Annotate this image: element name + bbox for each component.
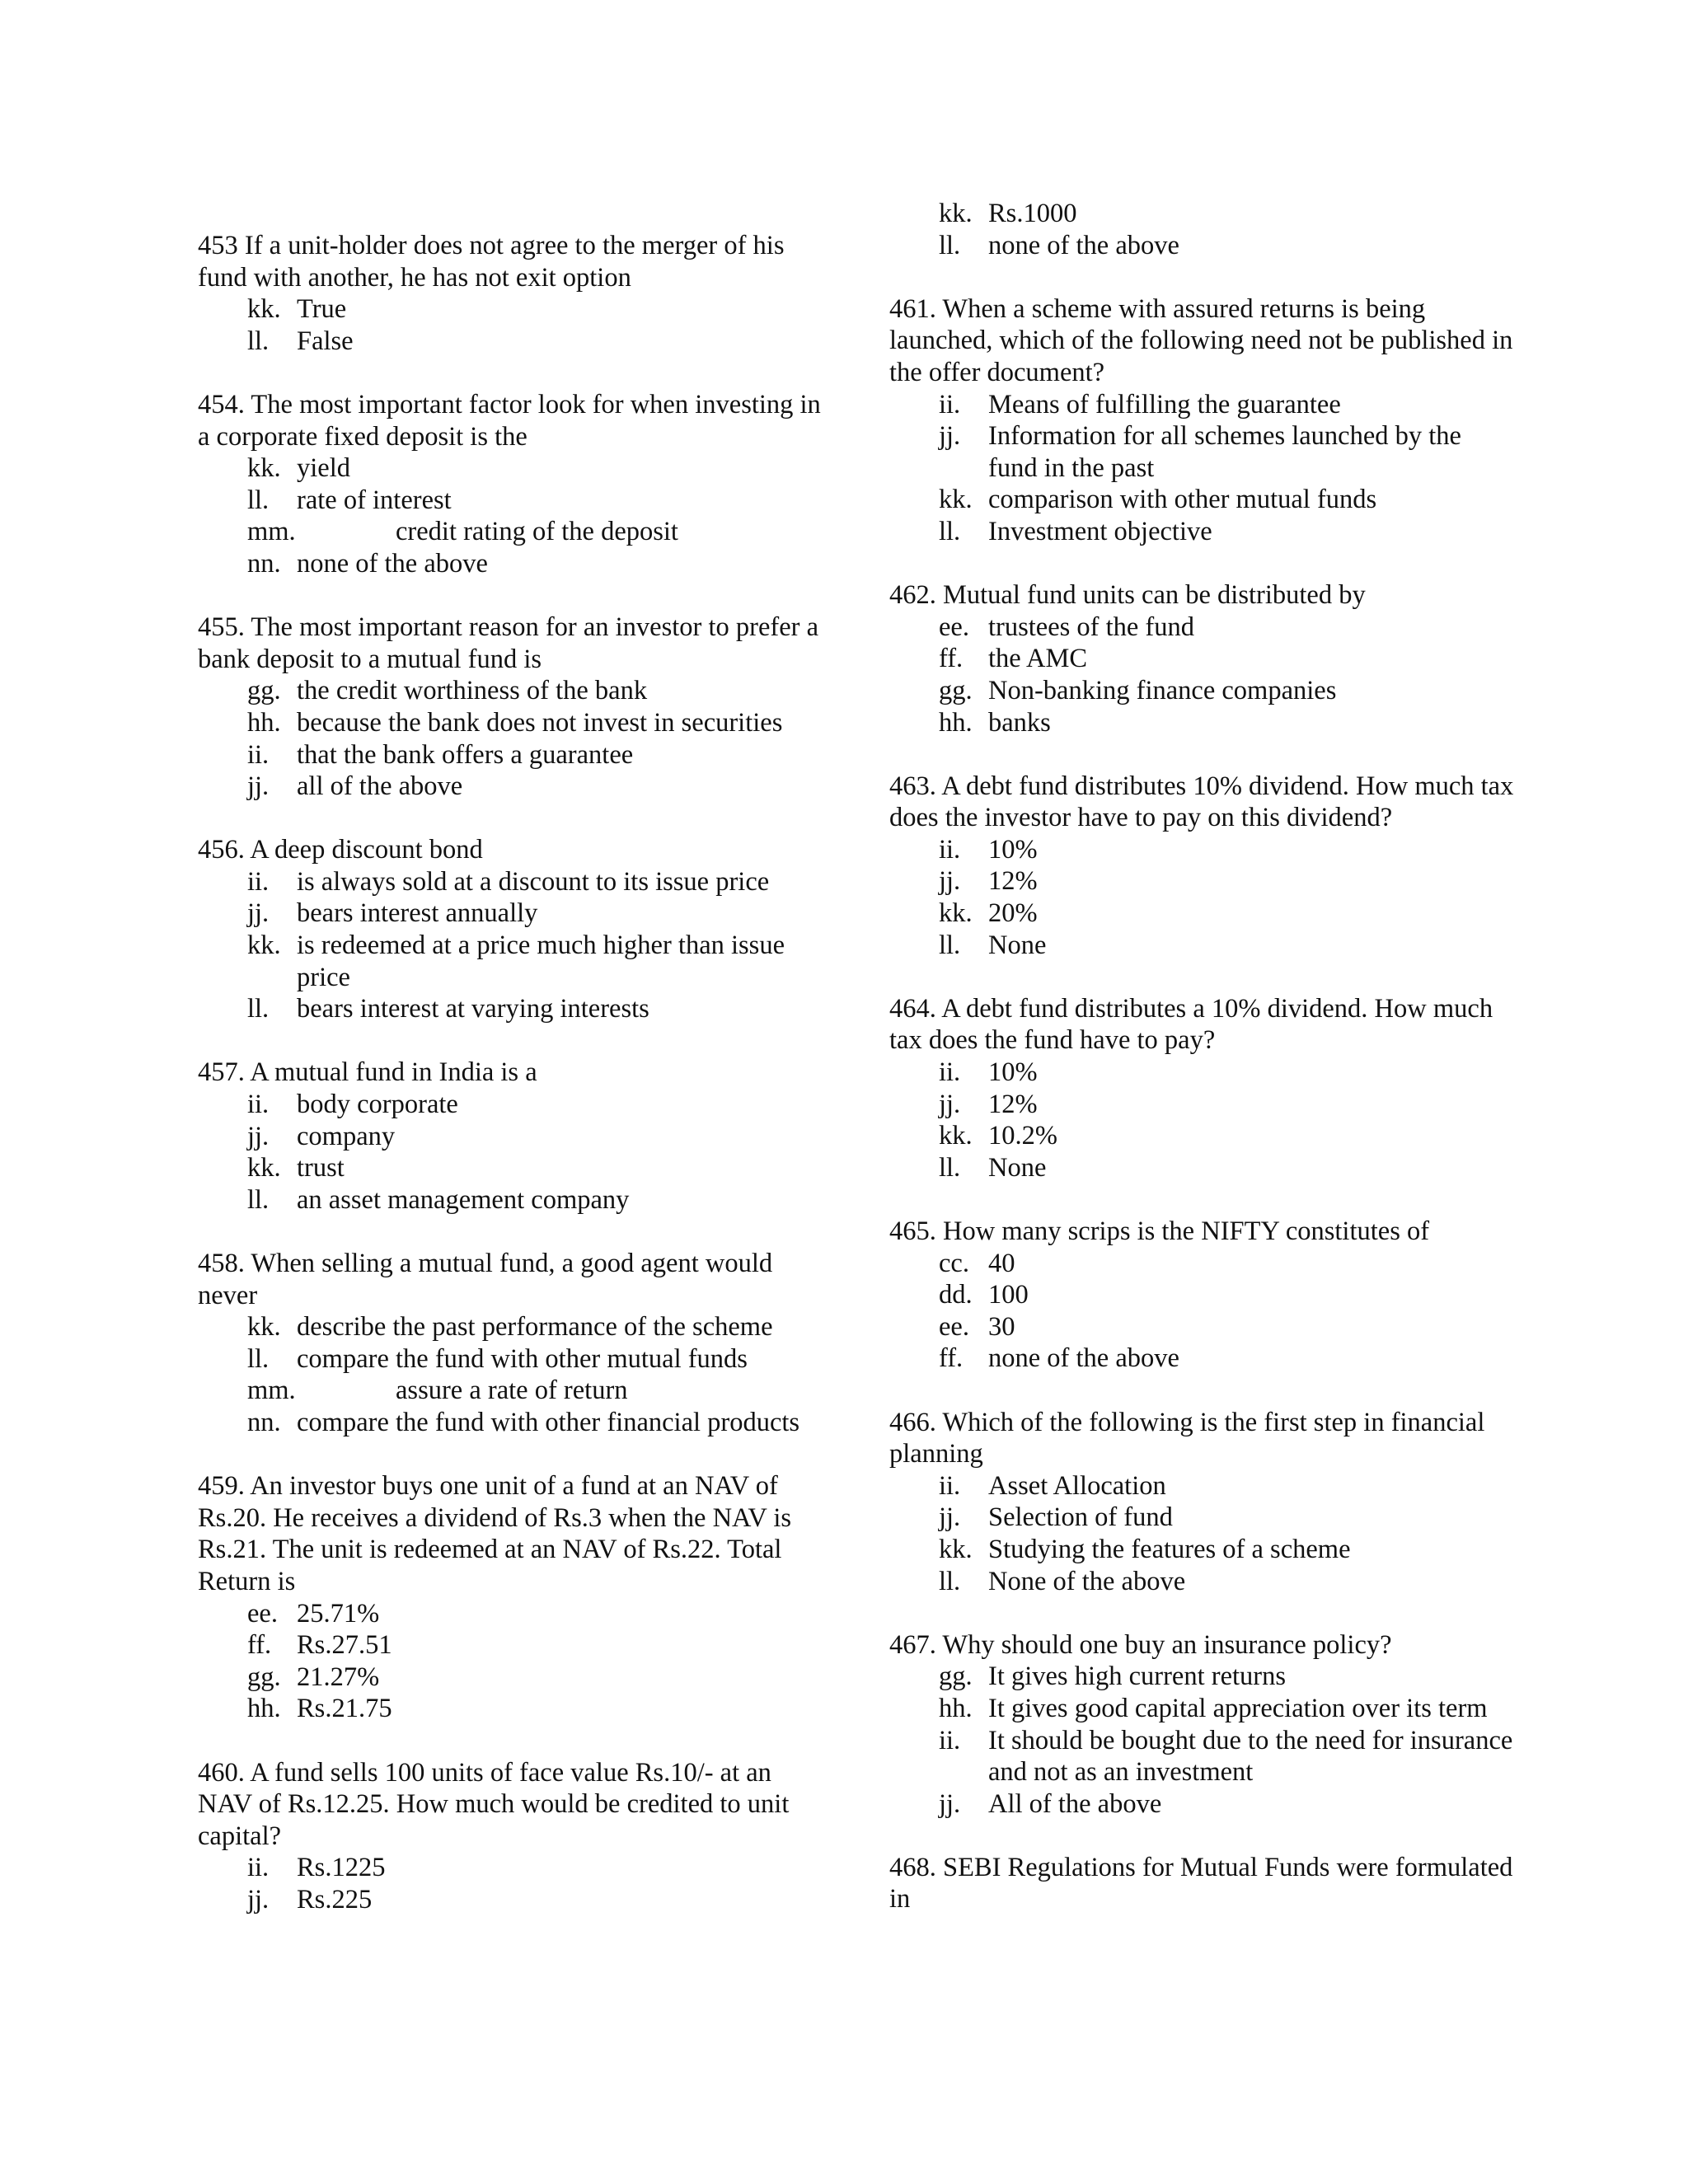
- question-block: [889, 579, 1516, 738]
- option-marker: gg.: [247, 1661, 281, 1692]
- option-text: 12%: [988, 1089, 1038, 1119]
- option-marker: jj.: [247, 771, 270, 802]
- option-text: Rs.21.75: [297, 1694, 392, 1724]
- answer-option: [889, 1248, 1516, 1280]
- option-marker: ii.: [939, 389, 961, 419]
- answer-option: [889, 707, 1516, 739]
- question-block: [198, 1057, 824, 1216]
- option-text: 12%: [988, 866, 1038, 897]
- option-marker: jj.: [939, 1788, 961, 1819]
- option-marker: ii.: [247, 739, 270, 770]
- option-text: Rs.225: [297, 1884, 373, 1915]
- option-text: It should be bought due to the need for insurance and not as an investment: [988, 1725, 1513, 1788]
- option-marker: ll.: [939, 1152, 961, 1183]
- answer-option: [198, 739, 824, 771]
- answer-option: [198, 1343, 824, 1376]
- option-marker: ee.: [939, 612, 969, 642]
- option-marker: ff.: [247, 1630, 272, 1661]
- options-list: [889, 612, 1516, 738]
- answer-option: [889, 1534, 1516, 1566]
- option-text: Rs.1000: [988, 199, 1077, 228]
- option-marker: ff.: [939, 644, 964, 674]
- answer-option: [198, 1852, 824, 1884]
- option-text: 10%: [988, 834, 1038, 865]
- answer-option: [889, 898, 1516, 930]
- answer-option: [889, 930, 1516, 962]
- question-block: [198, 834, 824, 1025]
- answer-option: [889, 1661, 1516, 1693]
- option-text: rate of interest: [297, 485, 452, 515]
- question-block: [889, 1216, 1516, 1375]
- options-list: [198, 452, 824, 579]
- answer-option: [889, 1089, 1516, 1121]
- options-list: [889, 834, 1516, 961]
- option-marker: kk.: [939, 898, 973, 929]
- question-block: [198, 612, 824, 803]
- answer-option: [198, 1311, 824, 1343]
- answer-option: [198, 1629, 824, 1661]
- answer-option: [198, 1089, 824, 1121]
- question-text: 467. Why should one buy an insurance policy?: [889, 1629, 1392, 1660]
- answer-option: [198, 993, 824, 1025]
- answer-option: [198, 548, 824, 580]
- answer-option: [198, 452, 824, 485]
- option-text: an asset management company: [297, 1184, 630, 1215]
- question-block: [889, 1629, 1516, 1821]
- option-text: bears interest at varying interests: [297, 994, 649, 1024]
- answer-option: [889, 675, 1516, 707]
- question-text: 455. The most important reason for an investor to prefer a bank deposit to a mutual fund is: [198, 612, 819, 674]
- option-marker: ll.: [939, 930, 961, 960]
- option-text: 100: [988, 1280, 1029, 1310]
- option-marker: gg.: [247, 676, 281, 706]
- options-list: [198, 293, 824, 357]
- option-marker: ii.: [939, 1470, 961, 1501]
- options-list: [198, 1598, 824, 1725]
- answer-option: [889, 420, 1516, 484]
- option-marker: kk.: [247, 453, 281, 484]
- answer-option: [198, 1407, 824, 1439]
- answer-option: [889, 1788, 1516, 1821]
- option-text: body corporate: [297, 1090, 458, 1120]
- answer-option: [198, 898, 824, 930]
- option-text: Studying the features of a scheme: [988, 1534, 1351, 1564]
- option-text: is always sold at a discount to its issue price: [297, 866, 770, 897]
- answer-option: [198, 485, 824, 517]
- answer-option: [889, 1725, 1516, 1788]
- option-marker: ff.: [939, 1343, 964, 1374]
- options-list: [198, 1311, 824, 1438]
- option-marker: hh.: [247, 707, 281, 738]
- answer-option: [198, 1375, 824, 1407]
- option-marker: hh.: [247, 1694, 281, 1724]
- option-text: comparison with other mutual funds: [988, 485, 1377, 515]
- answer-option: [889, 865, 1516, 898]
- option-marker: kk.: [939, 485, 973, 515]
- answer-option: [889, 643, 1516, 675]
- option-marker: jj.: [939, 1502, 961, 1533]
- answer-option: [198, 707, 824, 739]
- question-text: 468. SEBI Regulations for Mutual Funds were formulated in: [889, 1852, 1513, 1915]
- continued-options: [889, 198, 1516, 261]
- option-text: Rs.27.51: [297, 1630, 392, 1661]
- options-list: [889, 1057, 1516, 1183]
- option-text: 40: [988, 1248, 1015, 1278]
- question-text: 453 If a unit-holder does not agree to the merger of his fund with another, he has not exit option: [198, 231, 785, 293]
- option-text: Asset Allocation: [988, 1470, 1166, 1501]
- option-marker: jj.: [939, 866, 961, 897]
- answer-option: [198, 293, 824, 326]
- question-block: [889, 993, 1516, 1184]
- option-text: compare the fund with other financial products: [297, 1407, 800, 1437]
- answer-option: [889, 389, 1516, 421]
- right-column: [889, 198, 1516, 1947]
- option-text: the credit worthiness of the bank: [297, 676, 648, 706]
- answer-option: [198, 675, 824, 707]
- option-marker: ll.: [939, 1566, 961, 1596]
- answer-option: [889, 1152, 1516, 1184]
- option-marker: kk.: [939, 1534, 973, 1564]
- option-text: Means of fulfilling the guarantee: [988, 389, 1341, 419]
- option-text: 10.2%: [988, 1121, 1057, 1151]
- question-text: 461. When a scheme with assured returns is being launched, which of the following need not be published in the offer document?: [889, 293, 1513, 387]
- options-list: [889, 1470, 1516, 1597]
- options-list: [198, 1089, 824, 1216]
- option-text: 20%: [988, 898, 1038, 929]
- answer-option: [889, 1311, 1516, 1343]
- question-block: [889, 1407, 1516, 1598]
- option-text: banks: [988, 707, 1051, 738]
- option-marker: mm.: [247, 1376, 296, 1406]
- option-marker: gg.: [939, 675, 973, 705]
- answer-option: [198, 1184, 824, 1216]
- question-text: 466. Which of the following is the first step in financial planning: [889, 1407, 1485, 1469]
- option-marker: gg.: [939, 1661, 973, 1692]
- answer-option: [889, 612, 1516, 644]
- question-block: [198, 1248, 824, 1439]
- option-text: 10%: [988, 1057, 1038, 1088]
- option-text: trustees of the fund: [988, 612, 1195, 642]
- answer-option: [198, 1693, 824, 1725]
- option-marker: kk.: [247, 1312, 281, 1343]
- option-text: because the bank does not invest in securities: [297, 707, 783, 738]
- answer-option: [889, 1279, 1516, 1311]
- answer-option: [889, 1693, 1516, 1725]
- option-marker: ii.: [939, 1725, 961, 1755]
- question-block: [889, 293, 1516, 548]
- option-marker: dd.: [939, 1280, 973, 1310]
- option-marker: hh.: [939, 1693, 973, 1723]
- option-marker: ll.: [939, 230, 961, 260]
- answer-option: [198, 326, 824, 358]
- options-list: [198, 675, 824, 802]
- answer-option: [889, 834, 1516, 866]
- option-text: 30: [988, 1311, 1015, 1342]
- option-text: Rs.1225: [297, 1853, 386, 1883]
- option-text: True: [297, 294, 347, 325]
- answer-option: [198, 1598, 824, 1630]
- answer-option: [889, 1502, 1516, 1534]
- option-marker: nn.: [247, 548, 281, 579]
- option-marker: nn.: [247, 1407, 281, 1437]
- answer-option: [889, 1343, 1516, 1375]
- option-text: None: [988, 930, 1047, 960]
- option-marker: ll.: [247, 485, 270, 515]
- option-marker: ll.: [247, 1343, 270, 1374]
- question-block: [889, 771, 1516, 962]
- option-marker: ll.: [939, 516, 961, 546]
- option-text: the AMC: [988, 644, 1088, 674]
- question-text: 459. An investor buys one unit of a fund at an NAV of Rs.20. He receives a dividend of Rs.3 when the NAV is Rs.21. The unit is redeemed at an NAV of Rs.22. Total Return is: [198, 1471, 792, 1596]
- options-list: [889, 389, 1516, 548]
- option-marker: ee.: [939, 1311, 969, 1342]
- option-marker: jj.: [247, 1884, 270, 1915]
- question-text: 454. The most important factor look for when investing in a corporate fixed deposit is the: [198, 389, 821, 452]
- question-block: [198, 389, 824, 580]
- option-text: all of the above: [297, 771, 463, 802]
- question-text: 464. A debt fund distributes a 10% dividend. How much tax does the fund have to pay?: [889, 993, 1493, 1056]
- option-marker: kk.: [247, 930, 281, 961]
- option-marker: hh.: [939, 707, 973, 738]
- option-text: trust: [297, 1153, 345, 1183]
- option-text: describe the past performance of the scheme: [297, 1312, 773, 1343]
- answer-option: [889, 484, 1516, 516]
- option-text: None of the above: [988, 1566, 1186, 1596]
- option-text: none of the above: [988, 1343, 1179, 1374]
- answer-option: [198, 1121, 824, 1153]
- option-text: compare the fund with other mutual funds: [297, 1343, 748, 1374]
- question-block: [889, 1852, 1516, 1915]
- option-text: Information for all schemes launched by the fund in the past: [988, 421, 1461, 483]
- option-marker: ii.: [247, 1853, 270, 1883]
- option-marker: mm.: [247, 517, 296, 547]
- option-text: bears interest annually: [297, 898, 538, 929]
- options-list: [889, 1661, 1516, 1820]
- question-block: [198, 1470, 824, 1725]
- answer-option: [198, 866, 824, 898]
- question-text: 462. Mutual fund units can be distributed by: [889, 580, 1366, 611]
- answer-option: [889, 198, 1516, 230]
- option-text: All of the above: [988, 1788, 1162, 1819]
- options-list: [889, 1248, 1516, 1375]
- option-marker: jj.: [939, 421, 961, 452]
- question-block: [198, 1757, 824, 1916]
- answer-option: [889, 230, 1516, 262]
- answer-option: [889, 1057, 1516, 1089]
- option-text: company: [297, 1121, 396, 1151]
- option-marker: ll.: [247, 326, 270, 356]
- option-text: Non-banking finance companies: [988, 675, 1337, 705]
- answer-option: [198, 1661, 824, 1694]
- option-marker: ii.: [247, 866, 270, 897]
- option-marker: ee.: [247, 1598, 278, 1629]
- option-marker: jj.: [247, 898, 270, 929]
- option-marker: jj.: [939, 1089, 961, 1119]
- question-text: 463. A debt fund distributes 10% dividend. How much tax does the investor have to pay on this dividend?: [889, 771, 1514, 833]
- option-text: is redeemed at a price much higher than issue price: [297, 930, 785, 992]
- answer-option: [198, 1884, 824, 1916]
- question-text: 457. A mutual fund in India is a: [198, 1057, 537, 1088]
- option-text: It gives high current returns: [988, 1661, 1287, 1692]
- option-text: yield: [297, 453, 350, 484]
- option-marker: kk.: [247, 1153, 281, 1183]
- option-text: 25.71%: [297, 1598, 380, 1629]
- option-text: none of the above: [988, 230, 1179, 260]
- answer-option: [889, 1566, 1516, 1598]
- answer-option: [198, 930, 824, 993]
- answer-option: [889, 516, 1516, 548]
- option-text: Investment objective: [988, 516, 1212, 546]
- question-text: 456. A deep discount bond: [198, 835, 483, 865]
- answer-option: [889, 1470, 1516, 1502]
- question-text: 465. How many scrips is the NIFTY constitutes of: [889, 1216, 1430, 1246]
- option-marker: ll.: [247, 1184, 270, 1215]
- answer-option: [889, 1120, 1516, 1152]
- option-text: 21.27%: [297, 1661, 380, 1692]
- right-column-questions: [889, 293, 1516, 1915]
- options-list: [198, 866, 824, 1025]
- answer-option: [198, 516, 824, 548]
- options-list: [198, 1852, 824, 1915]
- option-text: False: [297, 326, 354, 356]
- option-text: credit rating of the deposit: [396, 517, 678, 547]
- option-marker: kk.: [247, 294, 281, 325]
- option-text: Selection of fund: [988, 1502, 1173, 1533]
- question-text: 460. A fund sells 100 units of face value Rs.10/- at an NAV of Rs.12.25. How much would be credited to unit capital?: [198, 1757, 790, 1851]
- option-text: that the bank offers a guarantee: [297, 739, 634, 770]
- option-text: none of the above: [297, 548, 488, 579]
- option-text: It gives good capital appreciation over its term: [988, 1693, 1488, 1723]
- left-column: [198, 230, 824, 1947]
- option-marker: jj.: [247, 1121, 270, 1151]
- option-text: assure a rate of return: [396, 1376, 628, 1406]
- option-marker: kk.: [939, 1121, 973, 1151]
- option-marker: ii.: [939, 1057, 961, 1088]
- question-block: [198, 230, 824, 357]
- option-text: None: [988, 1152, 1047, 1183]
- option-marker: ll.: [247, 994, 270, 1024]
- option-marker: ii.: [939, 834, 961, 865]
- option-marker: ii.: [247, 1090, 270, 1120]
- option-marker: kk.: [939, 199, 973, 228]
- answer-option: [198, 1152, 824, 1184]
- answer-option: [198, 771, 824, 803]
- option-marker: cc.: [939, 1248, 969, 1278]
- question-text: 458. When selling a mutual fund, a good agent would never: [198, 1249, 773, 1310]
